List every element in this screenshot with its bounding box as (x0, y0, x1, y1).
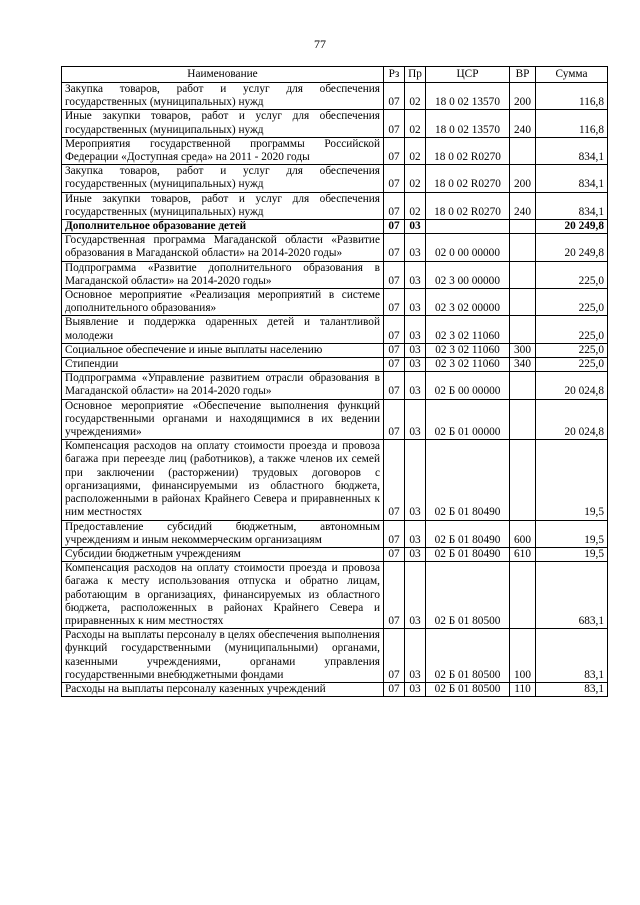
cell-vr: 340 (510, 358, 536, 372)
cell-rz: 07 (384, 682, 405, 696)
cell-rz: 07 (384, 110, 405, 137)
cell-sum: 20 249,8 (536, 234, 608, 261)
cell-vr (510, 261, 536, 288)
cell-rz: 07 (384, 358, 405, 372)
table-row (62, 192, 608, 219)
header-name: Наименование (62, 67, 384, 83)
cell-rz: 07 (384, 547, 405, 561)
cell-pr: 03 (405, 629, 426, 683)
cell-vr: 200 (510, 83, 536, 110)
cell-rz: 07 (384, 629, 405, 683)
cell-csr: 02 Б 01 80500 (426, 562, 510, 629)
table-row (62, 440, 608, 520)
cell-pr: 02 (405, 165, 426, 192)
cell-vr (510, 137, 536, 164)
table-row (62, 83, 608, 110)
cell-pr: 03 (405, 682, 426, 696)
header-vr: ВР (510, 67, 536, 83)
cell-name: Подпрограмма «Управление развитием отрасли образования в Магаданской области» на 2014-2020 годы» (62, 372, 384, 399)
cell-vr: 110 (510, 682, 536, 696)
header-rz: Рз (384, 67, 405, 83)
cell-vr (510, 399, 536, 440)
cell-pr: 03 (405, 440, 426, 520)
header-csr: ЦСР (426, 67, 510, 83)
cell-name: Социальное обеспечение и иные выплаты населению (62, 343, 384, 357)
cell-sum: 834,1 (536, 165, 608, 192)
table-row (62, 316, 608, 343)
cell-pr: 03 (405, 399, 426, 440)
cell-sum: 20 024,8 (536, 399, 608, 440)
table-row (62, 110, 608, 137)
cell-vr (510, 220, 536, 234)
cell-pr: 03 (405, 316, 426, 343)
cell-rz: 07 (384, 192, 405, 219)
table-row (62, 220, 608, 234)
cell-vr (510, 316, 536, 343)
cell-rz: 07 (384, 165, 405, 192)
cell-pr: 03 (405, 520, 426, 547)
cell-sum: 116,8 (536, 110, 608, 137)
cell-csr: 18 0 02 R0270 (426, 165, 510, 192)
cell-pr: 02 (405, 110, 426, 137)
cell-name: Закупка товаров, работ и услуг для обеспечения государственных (муниципальных) нужд (62, 165, 384, 192)
table-row (62, 520, 608, 547)
cell-pr: 03 (405, 234, 426, 261)
cell-rz: 07 (384, 520, 405, 547)
cell-name: Подпрограмма «Развитие дополнительного образования в Магаданской области» на 2014-2020 годы» (62, 261, 384, 288)
cell-name: Стипендии (62, 358, 384, 372)
cell-pr: 02 (405, 83, 426, 110)
table-row (62, 234, 608, 261)
cell-name: Расходы на выплаты персоналу казенных учреждений (62, 682, 384, 696)
cell-sum: 683,1 (536, 562, 608, 629)
cell-name: Предоставление субсидий бюджетным, автономным учреждениям и иным некоммерческим организациям (62, 520, 384, 547)
cell-name: Иные закупки товаров, работ и услуг для обеспечения государственных (муниципальных) нужд (62, 192, 384, 219)
table-body (62, 83, 608, 697)
cell-vr (510, 440, 536, 520)
cell-csr: 02 3 02 00000 (426, 289, 510, 316)
table-row (62, 562, 608, 629)
cell-name: Расходы на выплаты персоналу в целях обеспечения выполнения функций государственными (муниципальными) органами, казенными учреждениями, органами управления государственными внебюджетными фондами (62, 629, 384, 683)
table-row (62, 261, 608, 288)
cell-sum: 225,0 (536, 358, 608, 372)
cell-vr: 300 (510, 343, 536, 357)
cell-sum: 225,0 (536, 261, 608, 288)
cell-vr: 240 (510, 110, 536, 137)
cell-vr (510, 289, 536, 316)
table-header-row (62, 67, 608, 83)
cell-rz: 07 (384, 289, 405, 316)
cell-rz: 07 (384, 399, 405, 440)
cell-sum: 225,0 (536, 343, 608, 357)
cell-csr: 02 Б 00 00000 (426, 372, 510, 399)
cell-pr: 03 (405, 358, 426, 372)
table-row (62, 358, 608, 372)
cell-csr: 02 0 00 00000 (426, 234, 510, 261)
cell-name: Субсидии бюджетным учреждениям (62, 547, 384, 561)
table-row (62, 165, 608, 192)
cell-name: Мероприятия государственной программы Российской Федерации «Доступная среда» на 2011 - 2020 годы (62, 137, 384, 164)
cell-rz: 07 (384, 234, 405, 261)
cell-sum: 225,0 (536, 289, 608, 316)
cell-csr: 02 Б 01 80490 (426, 520, 510, 547)
cell-csr: 18 0 02 13570 (426, 110, 510, 137)
cell-csr: 02 3 02 11060 (426, 358, 510, 372)
cell-sum: 19,5 (536, 440, 608, 520)
cell-csr: 02 Б 01 00000 (426, 399, 510, 440)
cell-csr: 02 Б 01 80500 (426, 629, 510, 683)
cell-sum: 225,0 (536, 316, 608, 343)
cell-rz: 07 (384, 372, 405, 399)
cell-rz: 07 (384, 261, 405, 288)
cell-csr: 02 3 02 11060 (426, 343, 510, 357)
cell-csr: 02 3 00 00000 (426, 261, 510, 288)
table-row (62, 343, 608, 357)
cell-csr: 02 Б 01 80490 (426, 440, 510, 520)
cell-rz: 07 (384, 562, 405, 629)
page-number: 77 (314, 37, 326, 51)
table-row (62, 289, 608, 316)
cell-rz: 07 (384, 220, 405, 234)
cell-pr: 03 (405, 562, 426, 629)
cell-name: Основное мероприятие «Реализация мероприятий в системе дополнительного образования» (62, 289, 384, 316)
cell-sum: 83,1 (536, 629, 608, 683)
cell-pr: 03 (405, 261, 426, 288)
table-row (62, 399, 608, 440)
cell-sum: 834,1 (536, 192, 608, 219)
cell-vr: 600 (510, 520, 536, 547)
cell-rz: 07 (384, 137, 405, 164)
table-row (62, 682, 608, 696)
cell-vr: 100 (510, 629, 536, 683)
cell-csr: 02 Б 01 80490 (426, 547, 510, 561)
cell-pr: 02 (405, 137, 426, 164)
cell-pr: 02 (405, 192, 426, 219)
cell-pr: 03 (405, 220, 426, 234)
cell-rz: 07 (384, 343, 405, 357)
cell-rz: 07 (384, 316, 405, 343)
cell-vr: 240 (510, 192, 536, 219)
cell-name: Государственная программа Магаданской области «Развитие образования в Магаданской области» на 2014-2020 годы» (62, 234, 384, 261)
cell-pr: 03 (405, 343, 426, 357)
cell-csr: 18 0 02 13570 (426, 83, 510, 110)
header-sum: Сумма (536, 67, 608, 83)
cell-csr: 02 3 02 11060 (426, 316, 510, 343)
cell-sum: 83,1 (536, 682, 608, 696)
cell-name: Компенсация расходов на оплату стоимости проезда и провоза багажа при переезде лиц (работников), а также членов их семей при заключении (расторжении) трудовых договоров с организациями, финансируемыми из областного бюджета, расположенными в районах Крайнего Севера и приравненных к ним местностях (62, 440, 384, 520)
cell-vr (510, 372, 536, 399)
cell-pr: 03 (405, 547, 426, 561)
cell-name: Закупка товаров, работ и услуг для обеспечения государственных (муниципальных) нужд (62, 83, 384, 110)
cell-csr: 02 Б 01 80500 (426, 682, 510, 696)
table-row (62, 547, 608, 561)
cell-sum: 19,5 (536, 547, 608, 561)
cell-vr: 200 (510, 165, 536, 192)
cell-rz: 07 (384, 440, 405, 520)
cell-pr: 03 (405, 372, 426, 399)
cell-sum: 20 249,8 (536, 220, 608, 234)
cell-name: Компенсация расходов на оплату стоимости проезда и провоза багажа к месту использования отпуска и обратно лицам, работающим в организациях, финансируемых из областного бюджета, расположенных в районах Крайнего Севера и приравненных к ним местностях (62, 562, 384, 629)
cell-sum: 20 024,8 (536, 372, 608, 399)
cell-sum: 19,5 (536, 520, 608, 547)
header-pr: Пр (405, 67, 426, 83)
cell-sum: 116,8 (536, 83, 608, 110)
cell-name: Выявление и поддержка одаренных детей и талантливой молодежи (62, 316, 384, 343)
cell-vr: 610 (510, 547, 536, 561)
table-row (62, 372, 608, 399)
cell-csr: 18 0 02 R0270 (426, 192, 510, 219)
cell-csr (426, 220, 510, 234)
cell-pr: 03 (405, 289, 426, 316)
cell-vr (510, 562, 536, 629)
cell-name: Иные закупки товаров, работ и услуг для обеспечения государственных (муниципальных) нужд (62, 110, 384, 137)
cell-rz: 07 (384, 83, 405, 110)
cell-name: Дополнительное образование детей (62, 220, 384, 234)
cell-sum: 834,1 (536, 137, 608, 164)
table-row (62, 137, 608, 164)
cell-vr (510, 234, 536, 261)
cell-name: Основное мероприятие «Обеспечение выполнения функций государственными органами и находящимися в их ведении учреждениями» (62, 399, 384, 440)
budget-table (61, 66, 608, 697)
table-row (62, 629, 608, 683)
cell-csr: 18 0 02 R0270 (426, 137, 510, 164)
